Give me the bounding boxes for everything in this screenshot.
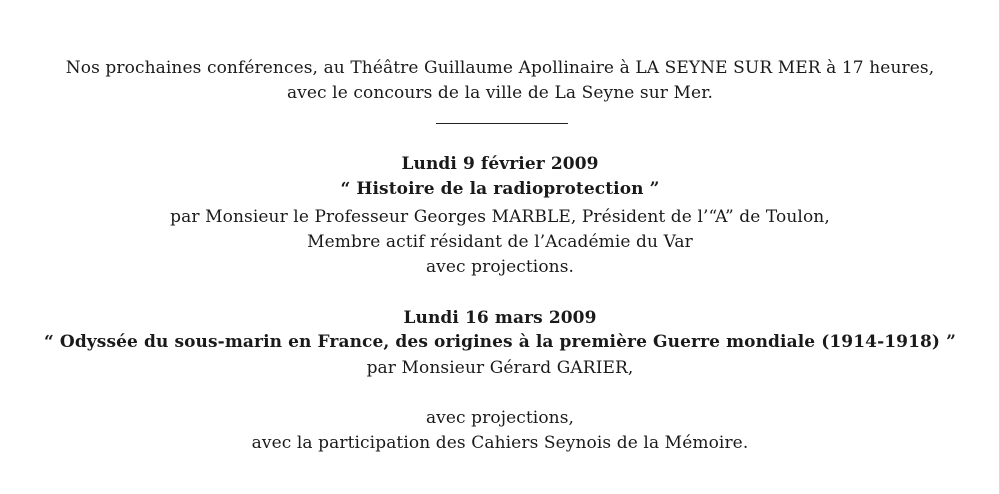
intro-line-1: Nos prochaines conférences, au Théâtre Guillaume Apollinaire à LA SEYNE SUR MER à 17 heures,	[65, 58, 935, 78]
event-1-note: avec projections.	[425, 257, 575, 277]
intro-line-2: avec le concours de la ville de La Seyne sur Mer.	[286, 83, 714, 103]
separator-rule	[436, 123, 568, 124]
event-1-title: “ Histoire de la radioprotection ”	[340, 179, 660, 199]
event-2-date: Lundi 16 mars 2009	[403, 308, 597, 328]
event-1-affiliation: Membre actif résidant de l’Académie du Var	[307, 232, 693, 252]
event-1-date: Lundi 9 février 2009	[401, 154, 599, 174]
event-2-note: avec projections,	[425, 408, 575, 428]
event-2-speaker: par Monsieur Gérard GARIER,	[366, 358, 634, 378]
event-1-speaker: par Monsieur le Professeur Georges MARBLE, Président de l’“A” de Toulon,	[170, 207, 830, 227]
event-2-participation: avec la participation des Cahiers Seynois de la Mémoire.	[251, 433, 749, 453]
event-2-title: “ Odyssée du sous-marin en France, des origines à la première Guerre mondiale (1914-1918) ”	[44, 332, 956, 352]
